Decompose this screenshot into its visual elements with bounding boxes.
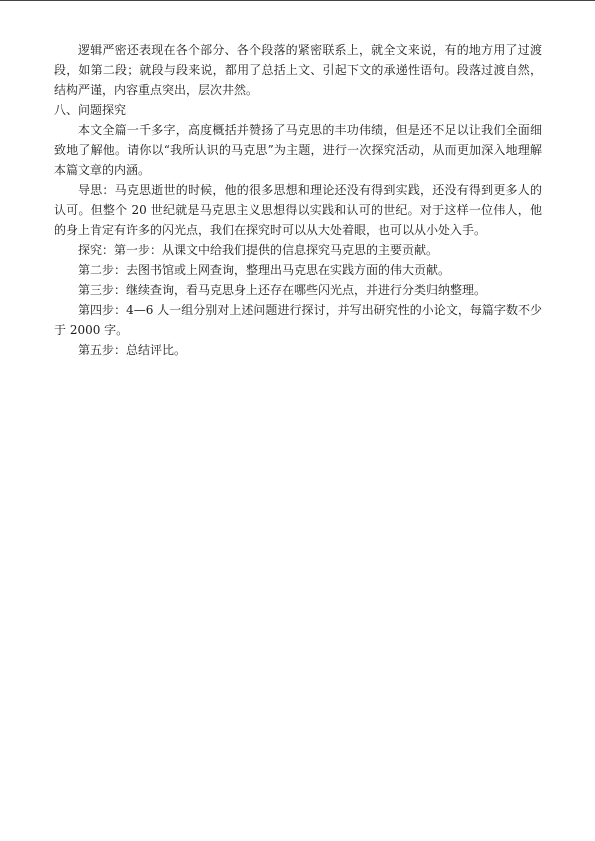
- paragraph-guidance: 导思：马克思逝世的时候，他的很多思想和理论还没有得到实践，还没有得到更多人的认可。但整个 20 世纪就是马克思主义思想得以实践和认可的世纪。对于这样一位伟人，他的身上肯定有许多的闪光点，我们在探究时可以从大处着眼，也可以从小处入手。: [54, 183, 542, 237]
- paragraph-step-five: 第五步：总结评比。: [78, 343, 187, 357]
- section-heading-problem-inquiry: 八、问题探究: [54, 103, 127, 117]
- paragraph-logic-structure: 逻辑严密还表现在各个部分、各个段落的紧密联系上，就全文来说，有的地方用了过渡段，如第二段；就段与段来说，都用了总括上文、引起下文的承递性语句。段落过渡自然，结构严谨，内容重点突出，层次井然。: [54, 43, 542, 97]
- paragraph-step-two: 第二步：去图书馆或上网查询，整理出马克思在实践方面的伟大贡献。: [78, 263, 451, 277]
- paragraph-inquiry-task: 本文全篇一千多字，高度概括并赞扬了马克思的丰功伟绩，但是还不足以让我们全面细致地了解他。请你以“我所认识的马克思”为主题，进行一次探究活动，从而更加深入地理解本篇文章的内涵。: [54, 123, 542, 177]
- paragraph-step-four: 第四步：4—6 人一组分别对上述问题进行探讨，并写出研究性的小论文，每篇字数不少于 2000 字。: [54, 303, 542, 337]
- page-top-rule: [0, 0, 595, 1]
- document-body: [54, 40, 542, 360]
- paragraph-step-one: 探究：第一步：从课文中给我们提供的信息探究马克思的主要贡献。: [78, 243, 439, 257]
- paragraph-step-three: 第三步：继续查询，看马克思身上还存在哪些闪光点，并进行分类归纳整理。: [78, 283, 487, 297]
